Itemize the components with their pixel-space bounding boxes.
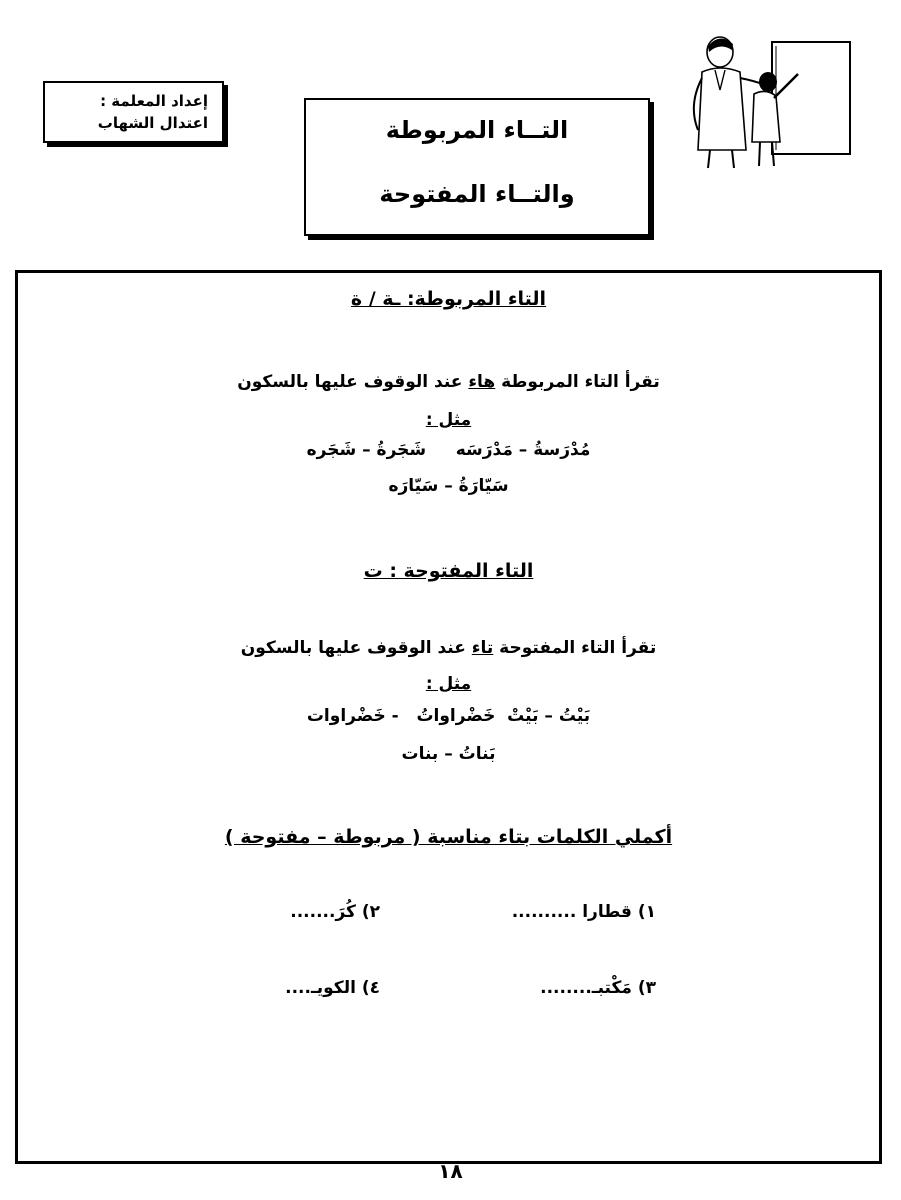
rule-taa-marbuta [15,372,882,392]
exercise-item-number: ٣) [637,978,656,998]
exercise-instruction: أكملي الكلمات بتاء مناسبة ( مربوطة – مفتوحة ) [224,826,673,848]
exercise-item-number: ٢) [361,902,380,922]
examples-line: بَناتُ – بنات [401,744,496,764]
page-title-line1: التــاء المربوطة [385,116,569,144]
examples-line: مُدْرَسةُ – مَدْرَسَه شَجَرةُ – شَجَره [306,440,591,460]
rule-highlight-haa: هاء [468,372,496,392]
example-label: مثل : [425,674,472,694]
rule-text-start: تقرأ التاء المفتوحة [493,638,657,658]
section-heading-taa-marbuta: التاء المربوطة: ـة / ة [350,288,547,310]
rule-text-end: عند الوقوف عليها بالسكون [240,638,472,658]
exercise-item-number: ١) [637,902,656,922]
exercise-item [240,902,380,922]
page-number: ١٨ [438,1159,463,1183]
teacher-credit-box [43,81,224,143]
page-title-box [304,98,650,236]
teacher-name: اعتدال الشهاب [97,114,208,132]
rule-text-end: عند الوقوف عليها بالسكون [237,372,469,392]
examples-line: بَيْتُ – بَيْتْ خَضْراواتُ - خَضْراوات [306,706,591,726]
exercise-item [480,978,656,998]
section-heading-taa-maftuha: التاء المفتوحة : ت [363,560,534,582]
examples-line: سَيّارَةُ – سَيّارَه [388,476,509,496]
exercise-item [480,902,656,922]
exercise-item-text: كُرَ....... [290,902,356,922]
example-label: مثل : [425,410,472,430]
page-title-line2: والتــاء المفتوحة [379,180,575,208]
teacher-credit-label: إعداد المعلمة : [100,92,208,110]
rule-highlight-taa: تاء [471,638,494,658]
exercise-item-text: قطارا .......... [511,902,632,922]
exercise-item [240,978,380,998]
rule-text-start: تقرأ التاء المربوطة [495,372,660,392]
exercise-item-text: مَكْتبـ........ [540,978,632,998]
exercise-item-number: ٤) [361,978,380,998]
teacher-at-board-icon [680,30,855,170]
rule-taa-maftuha [15,638,882,658]
exercise-item-text: الكويـ.... [285,978,356,998]
